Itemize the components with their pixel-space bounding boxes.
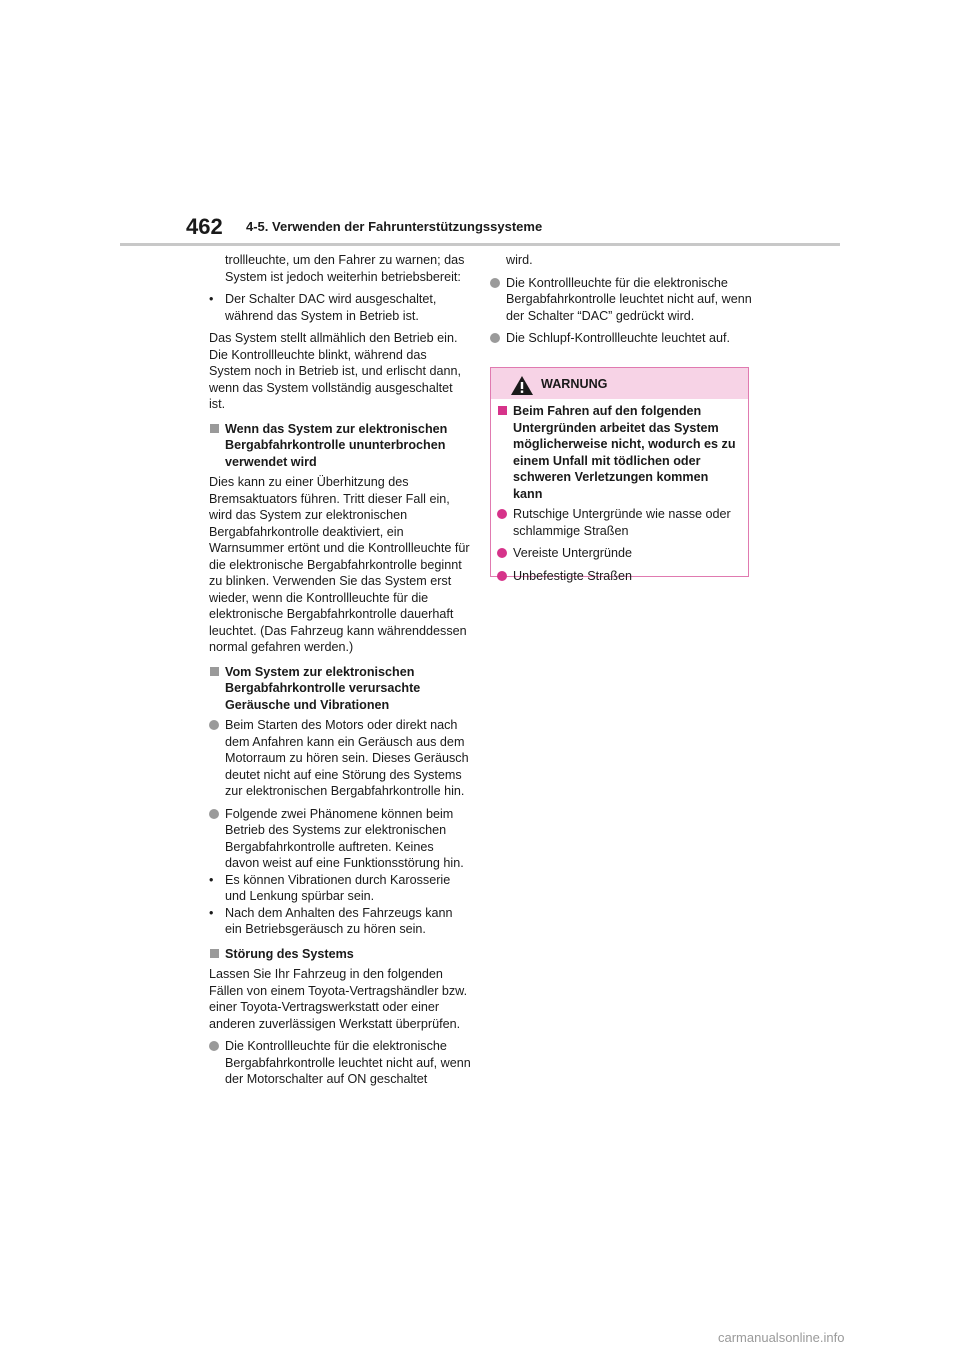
sub-list-item-text: Es können Vibrationen durch Karosserie und Lenkung spürbar sein.	[225, 872, 451, 903]
section-heading-noise-text: Vom System zur elektronischen Bergabfahrkontrolle verursachte Geräusche und Vibrationen	[225, 664, 421, 712]
right-column	[490, 252, 752, 353]
continued-text: wird.	[506, 253, 533, 267]
section-overheat-text: Dies kann zu einer Überhitzung des Bremsaktuators führen. Tritt dieser Fall ein, wird das System zur elektronischen Bergabfahrkontrolle deaktiviert, ein Warnsummer ertönt und die Kontrollleuchte für die elektronische Bergabfahrkontrolle beginnt zu blinken. Verwenden Sie das System erst wieder, wenn die Kontrollleuchte für die elektronische Bergabfahrkontrolle dauerhaft leuchtet. (Das Fahrzeug kann währenddessen normal gefahren werden.)	[209, 475, 470, 654]
warning-body	[491, 399, 748, 584]
warning-label: WARNUNG	[541, 377, 608, 391]
warning-item-text: Vereiste Untergründe	[513, 546, 633, 560]
square-bullet-icon	[210, 949, 219, 958]
warning-heading-text: Beim Fahren auf den folgenden Untergründen arbeitet das System möglicherweise nicht, wodurch es zu einem Unfall mit tödlichen oder schweren Verletzungen kommen kann	[513, 404, 736, 501]
section-heading-overheat	[209, 421, 471, 471]
warning-header	[491, 368, 748, 399]
left-column	[209, 252, 471, 1094]
bullet-item-text: Beim Starten des Motors oder direkt nach dem Anfahren kann ein Geräusch aus dem Motorraum zu hören sein. Dieses Geräusch deutet nicht auf eine Störung des Systems zur elektronischen Bergabfahrkontrolle hin.	[225, 718, 469, 798]
section-malfunction-text: Lassen Sie Ihr Fahrzeug in den folgenden Fällen von einem Toyota-Vertragshändler bzw. einer Toyota-Vertragswerkstatt oder einer anderen zuverlässigen Werkstatt überprüfen.	[209, 967, 468, 1031]
circle-bullet-icon	[490, 278, 500, 288]
circle-bullet-icon	[490, 333, 500, 343]
intro-list-item	[209, 291, 471, 324]
intro-paragraph: Das System stellt allmählich den Betrieb ein. Die Kontrollleuchte blinkt, während das System noch in Betrieb ist, und erlischt dann, wenn das System vollständig ausgeschaltet ist.	[209, 331, 462, 411]
warning-heading	[497, 403, 738, 502]
section-heading-noise	[209, 664, 471, 714]
bullet-item	[490, 330, 752, 347]
page-number: 462	[186, 214, 223, 239]
list-dash-icon: •	[209, 872, 214, 887]
bullet-item-text: Die Kontrollleuchte für die elektronische Bergabfahrkontrolle leuchtet nicht auf, wenn der Motorschalter auf ON geschaltet	[225, 1039, 471, 1086]
circle-bullet-icon	[209, 1041, 219, 1051]
circle-bullet-icon	[497, 548, 507, 558]
header-divider	[120, 243, 840, 246]
circle-bullet-icon	[497, 571, 507, 581]
section-heading-overheat-text: Wenn das System zur elektronischen Bergabfahrkontrolle ununterbrochen verwendet wird	[225, 421, 448, 469]
sub-list-item	[209, 872, 471, 905]
square-bullet-icon	[498, 406, 507, 415]
warning-item-text: Rutschige Untergründe wie nasse oder schlammige Straßen	[513, 507, 731, 538]
sub-list-item	[209, 905, 471, 938]
sub-list-item-text: Nach dem Anhalten des Fahrzeugs kann ein Betriebsgeräusch zu hören sein.	[225, 905, 453, 936]
bullet-item-text: Folgende zwei Phänomene können beim Betrieb des Systems zur elektronischen Bergabfahrkontrolle auftreten. Keines davon weist auf eine Funktionsstörung hin.	[225, 806, 464, 870]
circle-bullet-icon	[209, 720, 219, 730]
list-dash-icon: •	[209, 292, 214, 306]
bullet-item-text: Die Schlupf-Kontrollleuchte leuchtet auf.	[506, 331, 731, 345]
intro-list-item-text: Der Schalter DAC wird ausgeschaltet, während das System in Betrieb ist.	[225, 292, 437, 323]
bullet-item	[209, 1038, 471, 1088]
list-dash-icon: •	[209, 905, 214, 920]
watermark: carmanualsonline.info	[718, 1330, 845, 1345]
warning-item	[497, 506, 738, 539]
bullet-item	[209, 717, 471, 800]
warning-box	[490, 367, 749, 583]
square-bullet-icon	[210, 424, 219, 433]
circle-bullet-icon	[497, 509, 507, 519]
square-bullet-icon	[210, 667, 219, 676]
chapter-title: 4-5. Verwenden der Fahrunterstützungssysteme	[246, 219, 543, 234]
warning-item	[497, 568, 738, 585]
warning-item	[497, 545, 738, 562]
circle-bullet-icon	[209, 809, 219, 819]
section-heading-malfunction-text: Störung des Systems	[225, 946, 354, 961]
bullet-item	[490, 275, 752, 325]
warning-triangle-icon	[510, 375, 534, 396]
bullet-item	[209, 806, 471, 872]
bullet-item-text: Die Kontrollleuchte für die elektronische Bergabfahrkontrolle leuchtet nicht auf, wenn der Schalter “DAC” gedrückt wird.	[506, 275, 752, 323]
intro-continued-text: trollleuchte, um den Fahrer zu warnen; das System ist jedoch weiterhin betriebsbereit:	[225, 253, 465, 284]
warning-item-text: Unbefestigte Straßen	[513, 568, 633, 583]
section-heading-malfunction	[209, 946, 471, 963]
